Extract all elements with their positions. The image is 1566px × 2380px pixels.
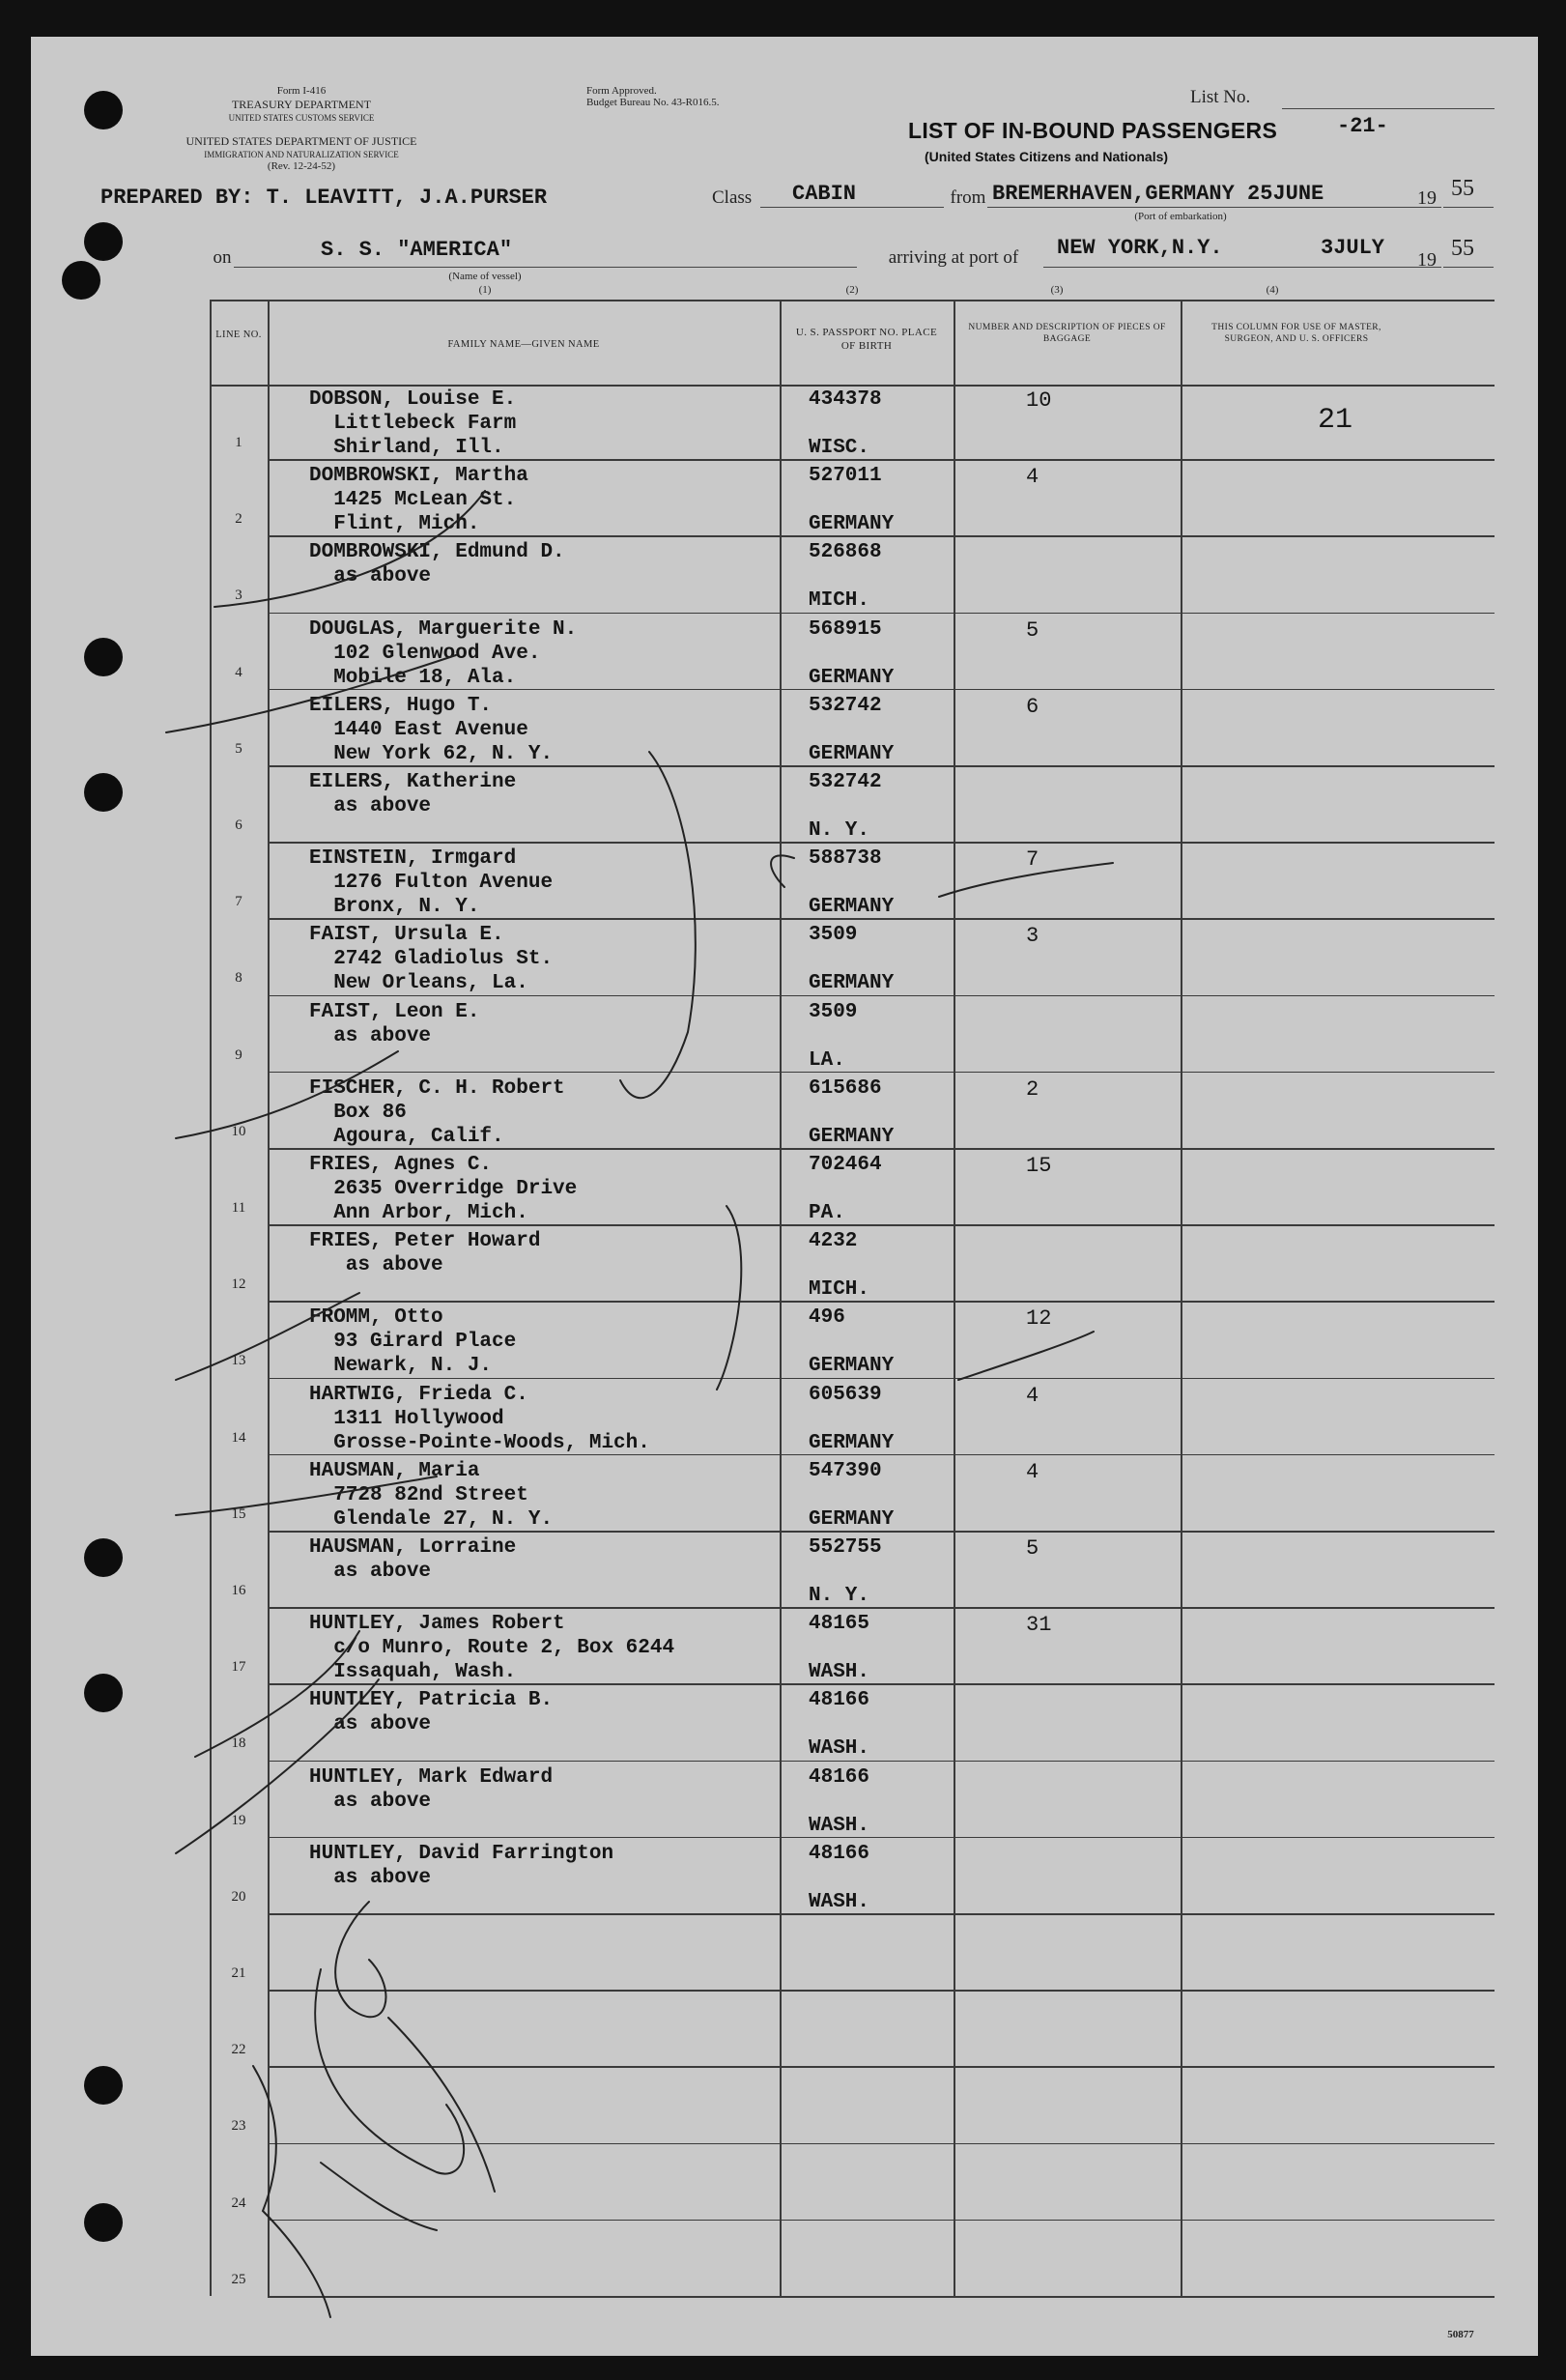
line-number: 5 <box>235 740 242 757</box>
passenger-name: DOUGLAS, Marguerite N. <box>309 617 578 641</box>
passenger-name: DOMBROWSKI, Edmund D. <box>309 541 565 564</box>
passport-number: 434378 <box>809 388 882 411</box>
place-of-birth: GERMANY <box>809 1431 895 1454</box>
passenger-address: Shirland, Ill. <box>309 437 504 459</box>
line-number: 13 <box>231 1353 246 1369</box>
passenger-address: as above <box>309 1024 432 1047</box>
passport-number: 605639 <box>809 1383 882 1406</box>
place-of-birth: WASH. <box>809 1890 870 1913</box>
passport-number: 552755 <box>809 1536 882 1559</box>
treasury-dept: TREASURY DEPARTMENT <box>231 98 372 111</box>
arrival-port: NEW YORK,N.Y. <box>1057 236 1223 260</box>
place-of-birth: WASH. <box>809 1737 870 1761</box>
passport-number: 48165 <box>809 1613 870 1636</box>
baggage-count: 31 <box>1026 1613 1052 1638</box>
passenger-address: 102 Glenwood Ave. <box>309 642 541 665</box>
passenger-name: EINSTEIN, Irmgard <box>309 847 517 871</box>
passenger-name: DOBSON, Louise E. <box>309 388 517 411</box>
passenger-name: FAIST, Ursula E. <box>309 924 504 947</box>
line-number: 23 <box>231 2118 246 2135</box>
baggage-count: 3 <box>1026 924 1039 949</box>
baggage-count: 4 <box>1026 1383 1039 1408</box>
passenger-address: 1311 Hollywood <box>309 1407 504 1430</box>
passenger-address: 93 Girard Place <box>309 1331 517 1354</box>
passenger-address: as above <box>309 1254 443 1277</box>
place-of-birth: GERMANY <box>809 896 895 919</box>
passport-number: 568915 <box>809 617 882 641</box>
passenger-address: 1440 East Avenue <box>309 718 528 741</box>
place-of-birth: N. Y. <box>809 1585 870 1607</box>
officer-mark: 21 <box>1318 404 1353 437</box>
on-label: on <box>213 247 232 268</box>
place-of-birth: PA. <box>809 1202 845 1224</box>
line-number: 14 <box>231 1429 246 1446</box>
passport-number: 547390 <box>809 1459 882 1482</box>
line-number: 4 <box>235 664 242 680</box>
baggage-count: 7 <box>1026 847 1039 873</box>
budget-bureau: Budget Bureau No. 43-R016.5. <box>586 97 720 108</box>
passenger-name: EILERS, Hugo T. <box>309 694 493 717</box>
line-number: 7 <box>235 894 242 910</box>
place-of-birth: GERMANY <box>809 1355 895 1378</box>
passenger-address: as above <box>309 1866 432 1889</box>
place-of-birth: GERMANY <box>809 666 895 689</box>
year-prefix: 19 <box>1417 249 1437 271</box>
place-of-birth: MICH. <box>809 1278 870 1302</box>
passport-number: 496 <box>809 1306 845 1330</box>
passenger-name: HUNTLEY, Patricia B. <box>309 1689 554 1712</box>
line-number: 10 <box>231 1123 246 1139</box>
baggage-count: 15 <box>1026 1154 1052 1178</box>
footer-code: 50877 <box>1447 2329 1474 2340</box>
passenger-address: New York 62, N. Y. <box>309 742 554 765</box>
customs-service: UNITED STATES CUSTOMS SERVICE <box>228 113 375 123</box>
baggage-count: 5 <box>1026 1536 1039 1561</box>
passenger-address: Glendale 27, N. Y. <box>309 1507 554 1531</box>
passenger-address: as above <box>309 565 432 588</box>
line-number: 16 <box>231 1583 246 1598</box>
passport-number: 3509 <box>809 1000 858 1023</box>
line-number: 11 <box>231 1200 246 1216</box>
passport-number: 527011 <box>809 465 882 488</box>
year-value: 55 <box>1451 236 1474 261</box>
passenger-address: Mobile 18, Ala. <box>309 666 517 689</box>
line-number: 8 <box>235 970 242 987</box>
passenger-name: HARTWIG, Frieda C. <box>309 1383 528 1406</box>
col-header-line-no: LINE NO. <box>215 330 262 340</box>
passenger-address: Ann Arbor, Mich. <box>309 1202 528 1224</box>
passport-number: 588738 <box>809 847 882 871</box>
handwritten-check-marks <box>31 37 1538 2356</box>
passenger-name: DOMBROWSKI, Martha <box>309 465 528 488</box>
col-number: (1) <box>478 284 492 296</box>
passenger-address: 2635 Overridge Drive <box>309 1178 578 1200</box>
passenger-address: 1276 Fulton Avenue <box>309 872 554 895</box>
document-subtitle: (United States Citizens and Nationals) <box>925 149 1169 164</box>
line-number: 15 <box>231 1505 246 1522</box>
passenger-name: FAIST, Leon E. <box>309 1000 480 1023</box>
passenger-name: FRIES, Peter Howard <box>309 1230 541 1253</box>
list-no-label: List No. <box>1190 87 1251 107</box>
passenger-address: Issaquah, Wash. <box>309 1661 517 1684</box>
col-header-baggage: NUMBER AND DESCRIPTION OF PIECES OF BAGGAGE <box>968 323 1166 344</box>
passenger-address: Bronx, N. Y. <box>309 896 480 919</box>
passenger-address: as above <box>309 1713 432 1736</box>
passenger-address: as above <box>309 1790 432 1813</box>
class-value: CABIN <box>792 182 857 206</box>
place-of-birth: GERMANY <box>809 742 895 765</box>
port-note: (Port of embarkation) <box>1134 211 1227 222</box>
line-number: 18 <box>231 1735 246 1752</box>
passport-number: 532742 <box>809 694 882 717</box>
vessel-note: (Name of vessel) <box>448 271 522 282</box>
place-of-birth: N. Y. <box>809 819 870 842</box>
place-of-birth: GERMANY <box>809 1125 895 1148</box>
passport-number: 702464 <box>809 1154 882 1176</box>
vessel-name: S. S. "AMERICA" <box>321 238 513 262</box>
manifest-page <box>31 37 1538 2356</box>
class-label: Class <box>712 187 753 208</box>
passenger-address: Box 86 <box>309 1101 407 1124</box>
baggage-count: 12 <box>1026 1306 1052 1332</box>
justice-dept: UNITED STATES DEPARTMENT OF JUSTICE <box>185 134 417 148</box>
baggage-count: 5 <box>1026 617 1039 643</box>
place-of-birth: WASH. <box>809 1661 870 1684</box>
port-of-embarkation: BREMERHAVEN,GERMANY 25JUNE <box>992 182 1324 206</box>
line-number: 25 <box>231 2271 246 2287</box>
passenger-address: 1425 McLean St. <box>309 489 517 512</box>
baggage-count: 6 <box>1026 694 1039 719</box>
col-header-passport: U. S. PASSPORT NO. PLACE OF BIRTH <box>795 327 938 352</box>
place-of-birth: WISC. <box>809 437 870 459</box>
passenger-name: HAUSMAN, Lorraine <box>309 1536 517 1559</box>
line-number: 22 <box>231 2042 246 2058</box>
year-value: 55 <box>1451 176 1474 201</box>
line-number: 3 <box>235 588 242 604</box>
passenger-address: Newark, N. J. <box>309 1355 493 1378</box>
baggage-count: 4 <box>1026 1459 1039 1484</box>
baggage-count: 4 <box>1026 465 1039 490</box>
passenger-name: EILERS, Katherine <box>309 771 517 793</box>
col-number: (4) <box>1266 284 1279 296</box>
passenger-name: FISCHER, C. H. Robert <box>309 1076 565 1100</box>
passenger-address: 2742 Gladiolus St. <box>309 948 554 971</box>
passenger-name: FROMM, Otto <box>309 1306 443 1330</box>
passport-number: 48166 <box>809 1765 870 1789</box>
passenger-address: c/o Munro, Route 2, Box 6244 <box>309 1637 675 1660</box>
line-number: 12 <box>231 1276 246 1293</box>
passenger-address: as above <box>309 1561 432 1583</box>
place-of-birth: WASH. <box>809 1814 870 1837</box>
passenger-address: Grosse-Pointe-Woods, Mich. <box>309 1431 650 1454</box>
baggage-count: 2 <box>1026 1076 1039 1102</box>
document-title: LIST OF IN-BOUND PASSENGERS <box>908 118 1278 143</box>
revision-date: (Rev. 12-24-52) <box>267 160 336 172</box>
line-number: 20 <box>231 1888 246 1905</box>
passport-number: 3509 <box>809 924 858 947</box>
place-of-birth: GERMANY <box>809 1507 895 1531</box>
col-header-officers: THIS COLUMN FOR USE OF MASTER, SURGEON, AND U. S. OFFICERS <box>1211 323 1381 344</box>
passport-number: 4232 <box>809 1230 858 1253</box>
place-of-birth: GERMANY <box>809 972 895 995</box>
line-number: 17 <box>231 1659 246 1676</box>
passenger-address: as above <box>309 795 432 817</box>
passport-number: 532742 <box>809 771 882 793</box>
passenger-name: FRIES, Agnes C. <box>309 1154 493 1176</box>
immigration-service: IMMIGRATION AND NATURALIZATION SERVICE <box>204 150 399 159</box>
place-of-birth: GERMANY <box>809 513 895 536</box>
line-number: 6 <box>235 817 242 833</box>
line-number: 1 <box>235 435 242 450</box>
passport-number: 526868 <box>809 541 882 564</box>
passenger-name: HUNTLEY, David Farrington <box>309 1842 614 1865</box>
passenger-address: New Orleans, La. <box>309 972 528 995</box>
passport-number: 48166 <box>809 1842 870 1865</box>
list-number: -21- <box>1337 114 1388 138</box>
year-prefix: 19 <box>1417 187 1437 209</box>
passport-number: 48166 <box>809 1689 870 1712</box>
passenger-address: 7728 82nd Street <box>309 1483 528 1506</box>
line-number: 19 <box>231 1812 246 1828</box>
passport-number: 615686 <box>809 1076 882 1100</box>
form-approved: Form Approved. <box>586 85 657 97</box>
prepared-by: PREPARED BY: T. LEAVITT, J.A.PURSER <box>100 186 548 210</box>
passenger-address: Flint, Mich. <box>309 513 480 536</box>
col-number: (2) <box>845 284 859 296</box>
col-header-name: FAMILY NAME—GIVEN NAME <box>447 339 600 350</box>
passenger-address: Agoura, Calif. <box>309 1125 504 1148</box>
form-number: Form I-416 <box>276 85 327 97</box>
col-number: (3) <box>1050 284 1064 296</box>
arrival-date: 3JULY <box>1321 236 1385 260</box>
line-number: 2 <box>235 511 242 528</box>
passenger-address: Littlebeck Farm <box>309 413 517 435</box>
line-number: 9 <box>235 1047 242 1063</box>
baggage-count: 10 <box>1026 388 1052 413</box>
line-number: 21 <box>231 1965 246 1981</box>
passenger-name: HUNTLEY, James Robert <box>309 1613 565 1636</box>
from-label: from <box>950 187 986 208</box>
place-of-birth: LA. <box>809 1048 845 1072</box>
line-number: 24 <box>231 2194 246 2211</box>
arriving-label: arriving at port of <box>888 247 1019 268</box>
passenger-name: HUNTLEY, Mark Edward <box>309 1765 554 1789</box>
passenger-name: HAUSMAN, Maria <box>309 1459 480 1482</box>
place-of-birth: MICH. <box>809 589 870 613</box>
